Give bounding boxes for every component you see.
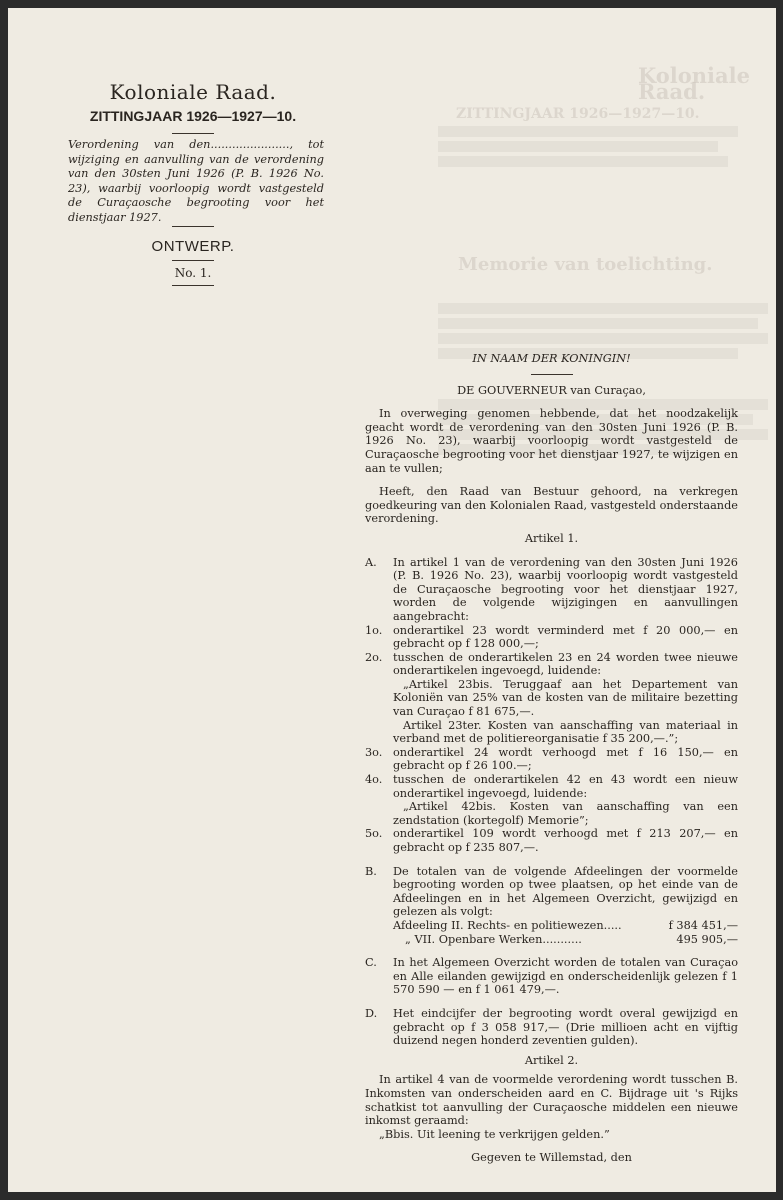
invocation: IN NAAM DER KONINGIN! xyxy=(472,352,631,365)
article-1-heading: Artikel 1. xyxy=(524,531,579,545)
total-row: Afdeeling II. Rechts- en politiewezen..... f 384 451,— xyxy=(393,918,738,932)
draft-number: No. 1. xyxy=(174,266,212,280)
document-page xyxy=(8,8,776,1192)
section-text: Het eindcijfer der begrooting wordt overal gewijzigd en gebracht op f 3 058 917,— (Drie millioen acht en vijftig duizend negen honderd zeventien gulden). xyxy=(393,1006,738,1048)
list-item: 3o. onderartikel 24 wordt verhoogd met f 16 150,— en gebracht op f 26 100.—; xyxy=(365,745,738,773)
ordinance-body xyxy=(365,352,738,1165)
quoted-article: „Artikel 23bis. Teruggaaf aan het Departement van Koloniën van 25% van de kosten van de militaire bezetting van Curaçao f 81 675,—. xyxy=(393,677,738,719)
given-at: Gegeven te Willemstad, den xyxy=(471,1151,632,1165)
quoted-article: „Artikel 42bis. Kosten van aanschaffing van een zendstation (kortegolf) Memorie”; xyxy=(393,800,738,827)
session-year: ZITTINGJAAR 1926—1927—10. xyxy=(89,108,297,124)
list-item: 1o. onderartikel 23 wordt verminderd met f 20 000,— en gebracht op f 128 000,—; xyxy=(365,623,738,651)
list-item: 4o. tusschen de onderartikelen 42 en 43 wordt een nieuw onderartikel ingevoegd, luidende: xyxy=(365,773,738,800)
total-row: „ VII. Openbare Werken........... 495 905,— xyxy=(405,932,738,946)
governor-line: DE GOUVERNEUR van Curaçao, xyxy=(457,383,646,397)
section-c xyxy=(365,956,738,997)
divider xyxy=(172,226,214,227)
section-d xyxy=(365,1007,738,1048)
section-letter: A. xyxy=(365,555,377,569)
section-text: De totalen van de volgende Afdeelingen der voormelde begrooting worden op twee plaatsen, op het einde van de Afdeelingen en in het Algemeen Overzicht, gewijzigd en gelezen als volgt: xyxy=(393,864,738,919)
ordinance-summary: Verordening van den......................, tot wijziging en aanvulling van de verordening van den 30sten Juni 1926 (P. B. 1926 No. 23), waarbij voorloopig wordt vastgesteld de Curaçaosche begrooting voor het dienstjaar 1927. xyxy=(68,138,324,224)
section-letter: C. xyxy=(365,956,377,970)
article-2-heading: Artikel 2. xyxy=(524,1053,579,1067)
divider xyxy=(172,260,214,261)
bleed-through-text: Koloniale Raad. ZITTINGJAAR 1926—1927—10. Memorie van toelichting. xyxy=(438,68,776,459)
draft-label: ONTWERP. xyxy=(151,238,235,255)
article-2-quote: „Bbis. Uit leening te verkrijgen gelden.” xyxy=(379,1127,610,1141)
council-title: Koloniale Raad. xyxy=(109,80,277,104)
divider xyxy=(172,133,214,134)
section-a xyxy=(365,556,738,624)
divider xyxy=(172,285,214,286)
section-b xyxy=(365,865,738,919)
considering-paragraph: In overweging genomen hebbende, dat het noodzakelijk geacht wordt de verordening van den 30sten Juni 1926 (P. B. 1926 No. 23), waarbij voorloopig wordt vastgesteld de Curaçaosche begrooting voor het dienstjaar 1927, te wijzigen en aan te vullen; xyxy=(365,407,738,475)
section-letter: D. xyxy=(365,1006,378,1020)
heard-paragraph: Heeft, den Raad van Bestuur gehoord, na verkregen goedkeuring van den Kolonialen Raad, vastgesteld onderstaande verordening. xyxy=(365,485,738,526)
quoted-article: Artikel 23ter. Kosten van aanschaffing van materiaal in verband met de politiereorganisatie f 35 200,—.”; xyxy=(393,718,738,746)
article-2-text: In artikel 4 van de voormelde verordening wordt tusschen B. Inkomsten van onderscheiden aard en C. Bijdrage uit 's Rijks schatkist tot aanvulling der Curaçaosche middelen een nieuwe inkomst geraamd: xyxy=(365,1073,738,1128)
divider xyxy=(531,374,573,375)
list-item: 2o. tusschen de onderartikelen 23 en 24 worden twee nieuwe onderartikelen ingevoegd, luidende: xyxy=(365,650,738,678)
section-text: In artikel 1 van de verordening van den 30sten Juni 1926 (P. B. 1926 No. 23), waarbij voorloopig wordt vastgesteld de Curaçaosche begrooting voor het dienstjaar 1927, worden de volgende wijzigingen en aanvullingen aangebracht: xyxy=(393,555,738,623)
list-item: 5o. onderartikel 109 wordt verhoogd met f 213 207,— en gebracht op f 235 807,—. xyxy=(365,827,738,854)
section-text: In het Algemeen Overzicht worden de totalen van Curaçao en Alle eilanden gewijzigd en onderscheidenlijk gelezen f 1 570 590 — en f 1 061 479,—. xyxy=(393,956,738,997)
section-letter: B. xyxy=(365,864,377,878)
